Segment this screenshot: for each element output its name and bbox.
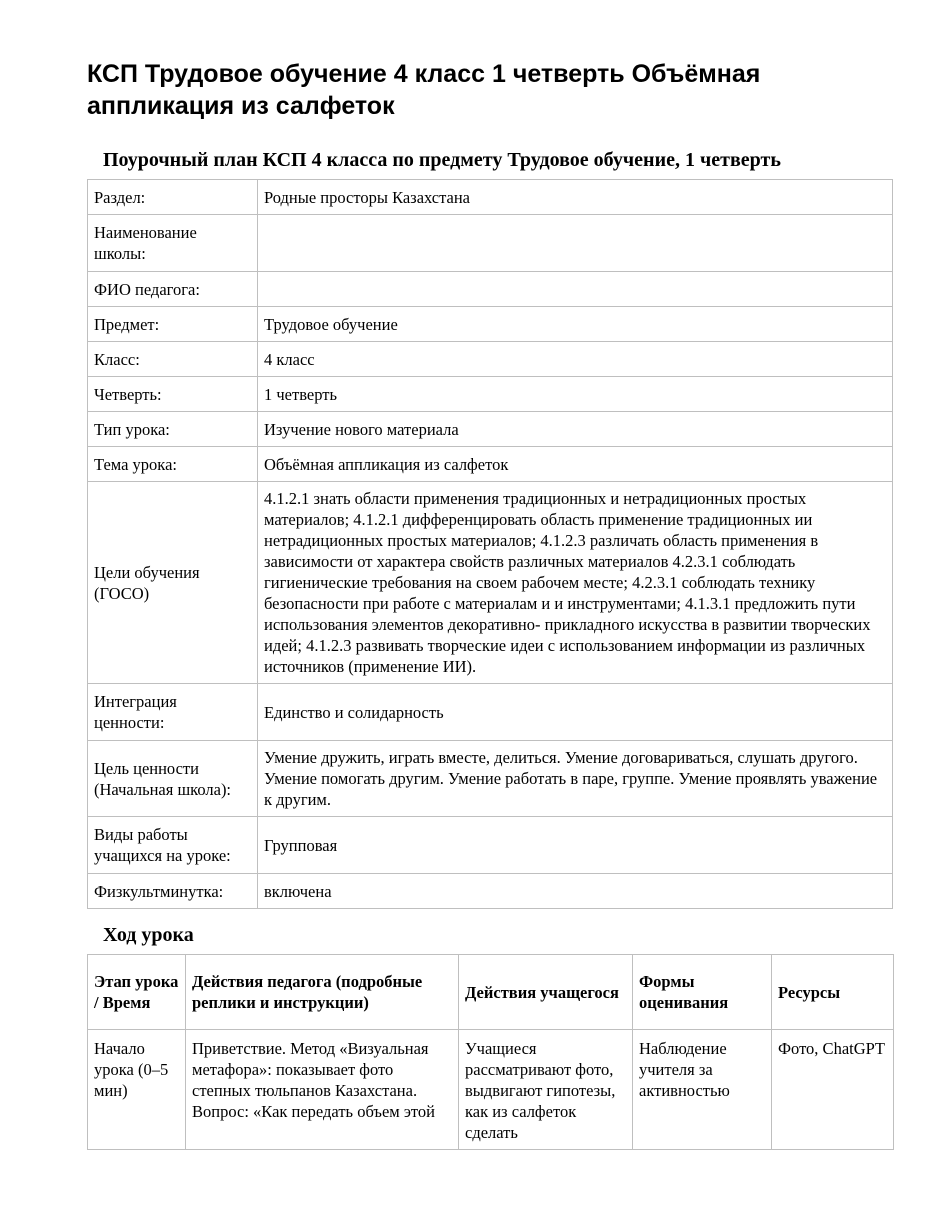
column-header-stage: Этап урока / Время (88, 955, 186, 1030)
row-value: 4 класс (258, 342, 893, 377)
cell-teacher: Приветствие. Метод «Визуальная метафора»: показывает фото степных тюльпанов Казахстана. Вопрос: «Как передать объем этой (186, 1030, 459, 1150)
row-label: Физкультминутка: (88, 874, 258, 909)
row-value: 1 четверть (258, 377, 893, 412)
column-header-resources: Ресурсы (772, 955, 894, 1030)
row-value: включена (258, 874, 893, 909)
row-value: Групповая (258, 817, 893, 874)
table-header-row (88, 955, 894, 1030)
row-value: Объёмная аппликация из салфеток (258, 447, 893, 482)
column-header-assessment: Формы оценивания (633, 955, 772, 1030)
row-label: Цель ценности (Начальная школа): (88, 741, 258, 817)
row-label: ФИО педагога: (88, 272, 258, 307)
cell-assessment: Наблюдение учителя за активностью (633, 1030, 772, 1150)
row-value: Трудовое обучение (258, 307, 893, 342)
row-label: Четверть: (88, 377, 258, 412)
row-label: Тип урока: (88, 412, 258, 447)
row-value: Изучение нового материала (258, 412, 893, 447)
row-label: Тема урока: (88, 447, 258, 482)
cell-student: Учащиеся рассматривают фото, выдвигают гипотезы, как из салфеток сделать (459, 1030, 633, 1150)
cell-resources: Фото, ChatGPT (772, 1030, 894, 1150)
lesson-heading: Ход урока (103, 924, 194, 946)
column-header-teacher: Действия педагога (подробные реплики и инструкции) (186, 955, 459, 1030)
row-value: 4.1.2.1 знать области применения традиционных и нетрадиционных простых материалов; 4.1.2.1 дифференцировать область применение традиционных ии нетрадиционных простых материалов; 4.1.2.3 различать область применения в зависимости от характера свойств различных материалов 4.2.3.1 соблюдать гигиенические требования на своем рабочем месте; 4.2.3.1 соблюдать технику безопасности при работе с материалам и и инструментами; 4.1.3.1 предложить пути использования элементов декоративно- прикладного искусства в развитии творческих идей; 4.1.2.3 развивать творческие идеи с использованием информации из различных источников (применение ИИ). (258, 482, 893, 684)
row-label: Предмет: (88, 307, 258, 342)
row-label: Раздел: (88, 180, 258, 215)
plan-heading: Поурочный план КСП 4 класса по предмету Трудовое обучение, 1 четверть (103, 149, 781, 171)
lesson-flow-table (87, 954, 894, 1150)
table-row (88, 1030, 894, 1150)
row-label: Класс: (88, 342, 258, 377)
row-value: Единство и солидарность (258, 684, 893, 741)
row-label: Интеграция ценности: (88, 684, 258, 741)
column-header-student: Действия учащегося (459, 955, 633, 1030)
row-label: Цели обучения (ГОСО) (88, 482, 258, 684)
row-value: Умение дружить, играть вместе, делиться. Умение договариваться, слушать другого. Умение помогать другим. Умение работать в паре, группе. Умение проявлять уважение к другим. (258, 741, 893, 817)
row-label: Наименование школы: (88, 215, 258, 272)
cell-stage: Начало урока (0–5 мин) (88, 1030, 186, 1150)
document-title: КСП Трудовое обучение 4 класс 1 четверть Объёмная аппликация из салфеток (87, 60, 761, 120)
row-value: Родные просторы Казахстана (258, 180, 893, 215)
row-label: Виды работы учащихся на уроке: (88, 817, 258, 874)
